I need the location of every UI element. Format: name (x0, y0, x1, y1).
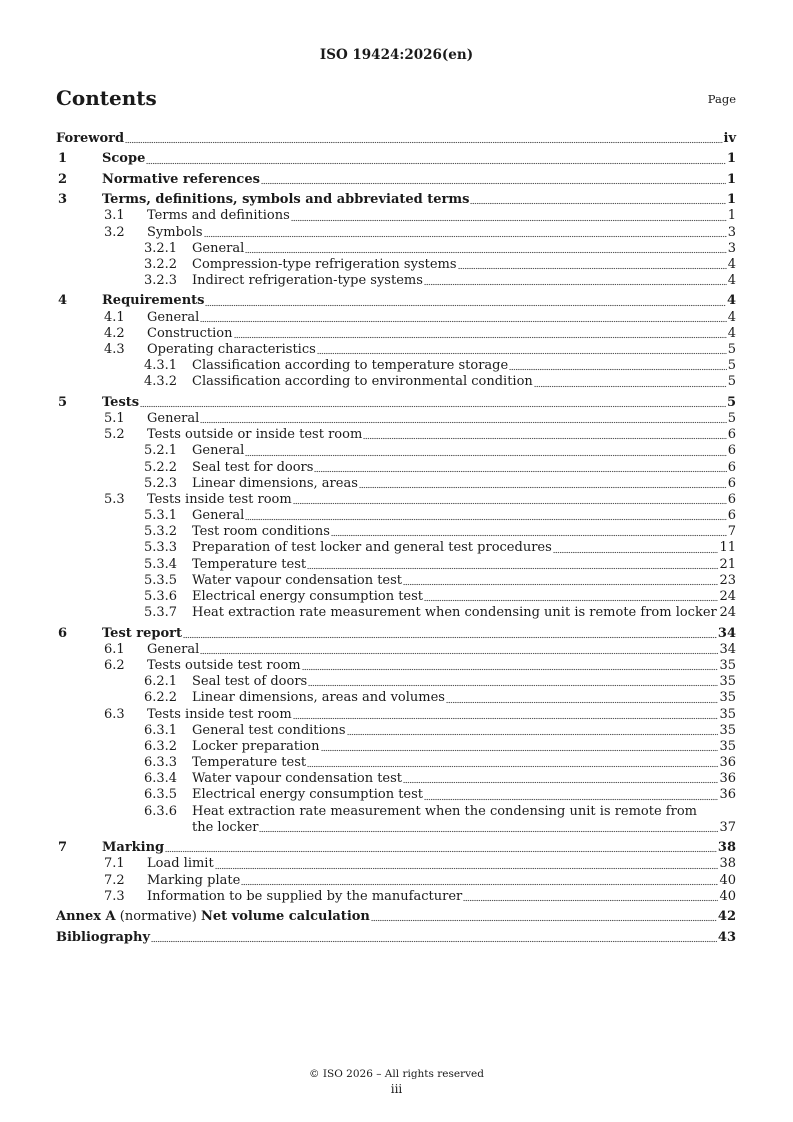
toc-entry-number: 6.3 (104, 706, 125, 722)
toc-entry[interactable] (56, 524, 736, 540)
toc-entry-title: Bibliography (56, 929, 151, 945)
toc-entry[interactable] (56, 626, 736, 642)
toc-entry-page: 34 (719, 641, 736, 657)
toc-entry-page: 38 (717, 840, 736, 856)
dot-leader (146, 155, 726, 165)
toc-entry-page: 11 (719, 540, 736, 556)
toc-entry[interactable] (56, 840, 736, 856)
toc-entry-number: 7.3 (104, 888, 125, 904)
toc-entry[interactable] (56, 131, 736, 147)
toc-entry-title (56, 909, 370, 925)
toc-entry-title: Load limit (147, 856, 214, 872)
toc-entry[interactable] (56, 690, 736, 706)
toc-entry-title: Linear dimensions, areas and volumes (192, 690, 445, 706)
dot-leader (424, 592, 718, 602)
toc-entry-number: 3.2.1 (144, 240, 178, 256)
toc-entry[interactable] (56, 273, 736, 289)
toc-entry[interactable] (56, 208, 736, 224)
toc-entry-title: Heat extraction rate measurement when the condensing unit is remote from (192, 803, 697, 819)
toc-entry[interactable] (56, 909, 736, 925)
toc-entry[interactable] (56, 889, 736, 905)
toc-entry-number: 6.2 (104, 657, 125, 673)
toc-entry-number: 7.2 (104, 872, 125, 888)
toc-entry-continuation[interactable] (56, 820, 736, 836)
toc-entry[interactable] (56, 739, 736, 755)
toc-entry-number: 3.2.3 (144, 273, 178, 289)
toc-entry-page: 5 (727, 358, 736, 374)
toc-entry-page: 1 (726, 192, 736, 208)
toc-entry-number: 6.2.1 (144, 674, 178, 690)
toc-entry[interactable] (56, 293, 736, 309)
toc-entry-title: General (147, 410, 200, 426)
toc-entry-title: Marking (102, 840, 165, 856)
dot-leader (165, 843, 717, 853)
toc-entry-page: 35 (719, 706, 736, 722)
toc-entry-page: 5 (727, 410, 736, 426)
toc-entry-title: Heat extraction rate measurement when condensing unit is remote from locker (192, 605, 717, 621)
dot-leader (307, 560, 718, 570)
toc-entry-title: Test room conditions (192, 524, 330, 540)
toc-entry-page: 1 (727, 208, 736, 224)
toc-entry-title: Linear dimensions, areas (192, 475, 358, 491)
toc-entry-title: Terms and definitions (147, 208, 290, 224)
toc-entry-number: 4.1 (104, 309, 125, 325)
toc-entry-page: 4 (727, 325, 736, 341)
toc-entry-number: 5.3 (104, 491, 125, 507)
toc-entry-number: 5.3.5 (144, 572, 178, 588)
toc-entry-number: 6 (58, 625, 68, 641)
toc-entry-title: Temperature test (192, 556, 307, 572)
toc-entry-title: Tests (102, 394, 140, 410)
toc-entry-number: 6.3.2 (144, 738, 178, 754)
toc-entry-number: 2 (58, 171, 68, 187)
toc-entry-page: 35 (719, 657, 736, 673)
dot-leader (317, 345, 727, 355)
dot-leader (302, 661, 719, 671)
dot-leader (553, 544, 719, 554)
toc-entry-title: General test conditions (192, 722, 346, 738)
toc-entry[interactable] (56, 557, 736, 573)
page-column-label: Page (707, 92, 736, 106)
toc-entry-title: Requirements (102, 293, 205, 309)
toc-entry-page: 1 (726, 151, 736, 167)
toc-entry-page: 36 (719, 771, 736, 787)
toc-entry-title: Indirect refrigeration-type systems (192, 273, 423, 289)
toc-entry-title: Tests outside or inside test room (147, 427, 363, 443)
toc-entry-title: Tests outside test room (147, 657, 301, 673)
toc-entry-number: 6.3.6 (144, 803, 178, 819)
toc-entry-number: 4.3.1 (144, 358, 178, 374)
toc-entry[interactable] (56, 427, 736, 443)
toc-entry-title: Water vapour condensation test (192, 572, 403, 588)
dot-leader (424, 276, 727, 286)
toc-entry[interactable] (56, 443, 736, 459)
toc-entry-title: Classification according to temperature storage (192, 358, 509, 374)
toc-entry-number: 6.3.5 (144, 787, 178, 803)
toc-entry[interactable] (56, 589, 736, 605)
toc-entry-title: General (147, 309, 200, 325)
toc-entry-page: 43 (717, 929, 736, 945)
dot-leader (458, 260, 727, 270)
toc-entry-number: 5.2.3 (144, 475, 178, 491)
toc-entry-page: 3 (727, 224, 736, 240)
dot-leader (359, 479, 727, 489)
toc-entry-title: Compression-type refrigeration systems (192, 256, 457, 272)
toc-entry-page: 5 (726, 394, 736, 410)
annex-label: Annex A (56, 909, 116, 925)
toc-entry-title: General (192, 508, 245, 524)
dot-leader (183, 629, 717, 639)
dot-leader (234, 329, 727, 339)
toc-entry-title: Classification according to environmental condition (192, 374, 533, 390)
toc-entry-title: General (192, 240, 245, 256)
toc-entry-title: Water vapour condensation test (192, 771, 403, 787)
toc-entry-page: 35 (719, 690, 736, 706)
toc-entry-page: 4 (727, 273, 736, 289)
toc-entry[interactable] (56, 374, 736, 390)
toc-entry-page: 23 (719, 572, 736, 588)
toc-entry-number: 5.2.2 (144, 459, 178, 475)
toc-entry-number: 6.3.4 (144, 771, 178, 787)
dot-leader (200, 645, 718, 655)
toc-entry[interactable] (56, 723, 736, 739)
toc-entry-title: Electrical energy consumption test (192, 589, 424, 604)
dot-leader (291, 212, 727, 222)
toc-entry[interactable] (56, 755, 736, 771)
toc-entry-number: 3.2 (104, 224, 125, 240)
toc-entry[interactable] (56, 476, 736, 492)
toc-entry-page: iv (723, 131, 736, 146)
toc-entry[interactable] (56, 225, 736, 241)
toc-entry-number: 6.3.1 (144, 722, 178, 738)
dot-leader (125, 134, 722, 144)
toc-entry-page: 36 (719, 755, 736, 771)
dot-leader (308, 677, 718, 687)
toc-entry-number: 5.3.7 (144, 605, 178, 621)
toc-entry[interactable] (56, 310, 736, 326)
dot-leader (307, 758, 718, 768)
toc-entry-number: 5.3.6 (144, 589, 178, 604)
toc-entry-title: Symbols (147, 224, 203, 240)
dot-leader (215, 860, 719, 870)
dot-leader (509, 361, 727, 371)
toc-entry-number: 5.3.2 (144, 524, 178, 540)
dot-leader (200, 414, 726, 424)
dot-leader (321, 742, 719, 752)
dot-leader (259, 823, 718, 833)
dot-leader (293, 495, 727, 505)
toc-entry-number: 7.1 (104, 856, 125, 872)
dot-leader (534, 378, 727, 388)
dot-leader (293, 710, 719, 720)
dot-leader (241, 876, 718, 886)
dot-leader (245, 447, 726, 457)
dot-leader (261, 175, 726, 185)
toc-entry-number: 6.1 (104, 641, 125, 657)
toc-entry-page: 36 (719, 787, 736, 803)
toc-entry[interactable] (56, 804, 736, 820)
toc-entry[interactable] (56, 707, 736, 723)
toc-entry-page: 6 (727, 459, 736, 475)
toc-entry-title: Tests inside test room (147, 491, 292, 507)
toc-entry[interactable] (56, 257, 736, 273)
toc-entry-page: 42 (717, 909, 736, 925)
toc-entry-title: Electrical energy consumption test (192, 787, 424, 803)
toc-entry[interactable] (56, 358, 736, 374)
annex-type: (normative) (115, 909, 201, 925)
toc-entry-title: Seal test for doors (192, 459, 314, 475)
toc-entry-page: 35 (719, 738, 736, 754)
toc-entry-number: 4.3.2 (144, 374, 178, 390)
annex-title: Net volume calculation (200, 909, 370, 925)
toc-entry[interactable] (56, 492, 736, 508)
toc-entry-title: Operating characteristics (147, 342, 316, 357)
toc-entry-title: General (192, 443, 245, 459)
toc-entry[interactable] (56, 787, 736, 803)
toc-entry-number: 5.1 (104, 410, 125, 426)
toc-entry[interactable] (56, 642, 736, 658)
toc-entry-title: Preparation of test locker and general test procedures (192, 540, 552, 556)
toc-entry-number: 5.3.4 (144, 556, 178, 572)
dot-leader (347, 726, 719, 736)
toc-entry-page: 6 (727, 508, 736, 524)
toc-entry[interactable] (56, 573, 736, 589)
dot-leader (470, 195, 725, 205)
dot-leader (245, 244, 726, 254)
toc-entry-page: 1 (726, 171, 736, 187)
toc-entry[interactable] (56, 771, 736, 787)
toc-entry-number: 7 (58, 840, 68, 856)
toc-entry[interactable] (56, 411, 736, 427)
toc-entry-number: 5 (58, 394, 68, 410)
toc-entry-number: 4.2 (104, 325, 125, 341)
toc-entry-number: 4 (58, 293, 68, 309)
toc-entry-page: 34 (717, 625, 736, 641)
toc-entry-number: 3.2.2 (144, 256, 178, 272)
toc-entry-page: 3 (727, 240, 736, 256)
toc-entry[interactable] (56, 241, 736, 257)
dot-leader (403, 576, 718, 586)
dot-leader (140, 398, 726, 408)
dot-leader (371, 912, 717, 922)
toc-entry-number: 4.3 (104, 342, 125, 357)
toc-entry-title: Marking plate (147, 872, 241, 888)
copyright-notice: © ISO 2026 – All rights reserved (309, 1068, 484, 1080)
toc-entry-page: 4 (726, 293, 736, 309)
document-header: ISO 19424:2026(en) (319, 47, 474, 63)
toc-entry-title: Tests inside test room (147, 706, 292, 722)
page-footer (0, 1067, 793, 1097)
toc-entry-title: Test report (102, 625, 183, 641)
toc-entry[interactable] (56, 873, 736, 889)
toc-entry-number: 3.1 (104, 208, 125, 224)
dot-leader (205, 297, 725, 307)
toc-entry-page: 21 (719, 556, 736, 572)
toc-entry-page: 40 (719, 888, 736, 904)
toc-entry[interactable] (56, 192, 736, 208)
toc-entry-title: Terms, definitions, symbols and abbreviated terms (102, 192, 470, 208)
toc-entry-title-continued: the locker (192, 819, 259, 835)
toc-entry-title: Temperature test (192, 755, 307, 771)
toc-entry-page: 5 (727, 374, 736, 390)
dot-leader (314, 463, 726, 473)
toc-entry-title: Scope (102, 151, 146, 167)
toc-entry[interactable] (56, 395, 736, 411)
toc-entry-number: 5.3.3 (144, 540, 178, 556)
toc-entry-title: Construction (147, 325, 233, 341)
toc-entry-page: 6 (727, 491, 736, 507)
toc-entry-title: Normative references (102, 171, 260, 187)
toc-entry[interactable] (56, 172, 736, 188)
toc-entry-number: 5.3.1 (144, 508, 178, 524)
table-of-contents (56, 131, 736, 946)
toc-entry-page: 4 (727, 309, 736, 325)
dot-leader (151, 933, 717, 943)
toc-entry[interactable] (56, 508, 736, 524)
dot-leader (463, 892, 718, 902)
toc-entry-page: 6 (727, 427, 736, 443)
dot-leader (424, 791, 718, 801)
toc-entry[interactable] (56, 326, 736, 342)
toc-entry-title: Foreword (56, 131, 125, 146)
dot-leader (403, 774, 718, 784)
page-number: iii (390, 1082, 403, 1096)
toc-entry-page: 37 (719, 819, 736, 835)
toc-entry-title: Locker preparation (192, 738, 320, 754)
toc-entry[interactable] (56, 856, 736, 872)
toc-entry[interactable] (56, 460, 736, 476)
toc-entry[interactable] (56, 674, 736, 690)
toc-entry[interactable] (56, 540, 736, 556)
toc-entry-title: Information to be supplied by the manufacturer (147, 888, 463, 904)
toc-entry-page: 24 (719, 589, 736, 604)
toc-entry-number: 1 (58, 151, 68, 167)
toc-entry-number: 5.2 (104, 427, 125, 443)
dot-leader (446, 694, 718, 704)
toc-entry-page: 24 (719, 605, 736, 621)
toc-entry-page: 5 (727, 342, 736, 357)
dot-leader (204, 228, 727, 238)
toc-entry-number: 5.2.1 (144, 443, 178, 459)
toc-entry[interactable] (56, 151, 736, 167)
toc-entry[interactable] (56, 605, 736, 621)
toc-entry-page: 35 (719, 722, 736, 738)
toc-entry-page: 4 (727, 256, 736, 272)
toc-entry[interactable] (56, 930, 736, 946)
toc-entry-page: 7 (727, 524, 736, 540)
toc-entry-number: 6.3.3 (144, 755, 178, 771)
dot-leader (245, 511, 726, 521)
dot-leader (200, 313, 726, 323)
dot-leader (331, 527, 727, 537)
toc-entry-number: 3 (58, 192, 68, 208)
dot-leader (718, 608, 719, 618)
toc-entry-page: 6 (727, 475, 736, 491)
contents-title: Contents (56, 86, 157, 110)
toc-entry-page: 6 (727, 443, 736, 459)
toc-entry-page: 40 (719, 872, 736, 888)
toc-entry-title: General (147, 641, 200, 657)
toc-entry[interactable] (56, 342, 736, 358)
dot-leader (363, 430, 726, 440)
toc-entry[interactable] (56, 658, 736, 674)
toc-entry-number: 6.2.2 (144, 690, 178, 706)
toc-entry-page: 35 (719, 674, 736, 690)
toc-entry-page: 38 (719, 856, 736, 872)
toc-entry-title: Seal test of doors (192, 674, 308, 690)
